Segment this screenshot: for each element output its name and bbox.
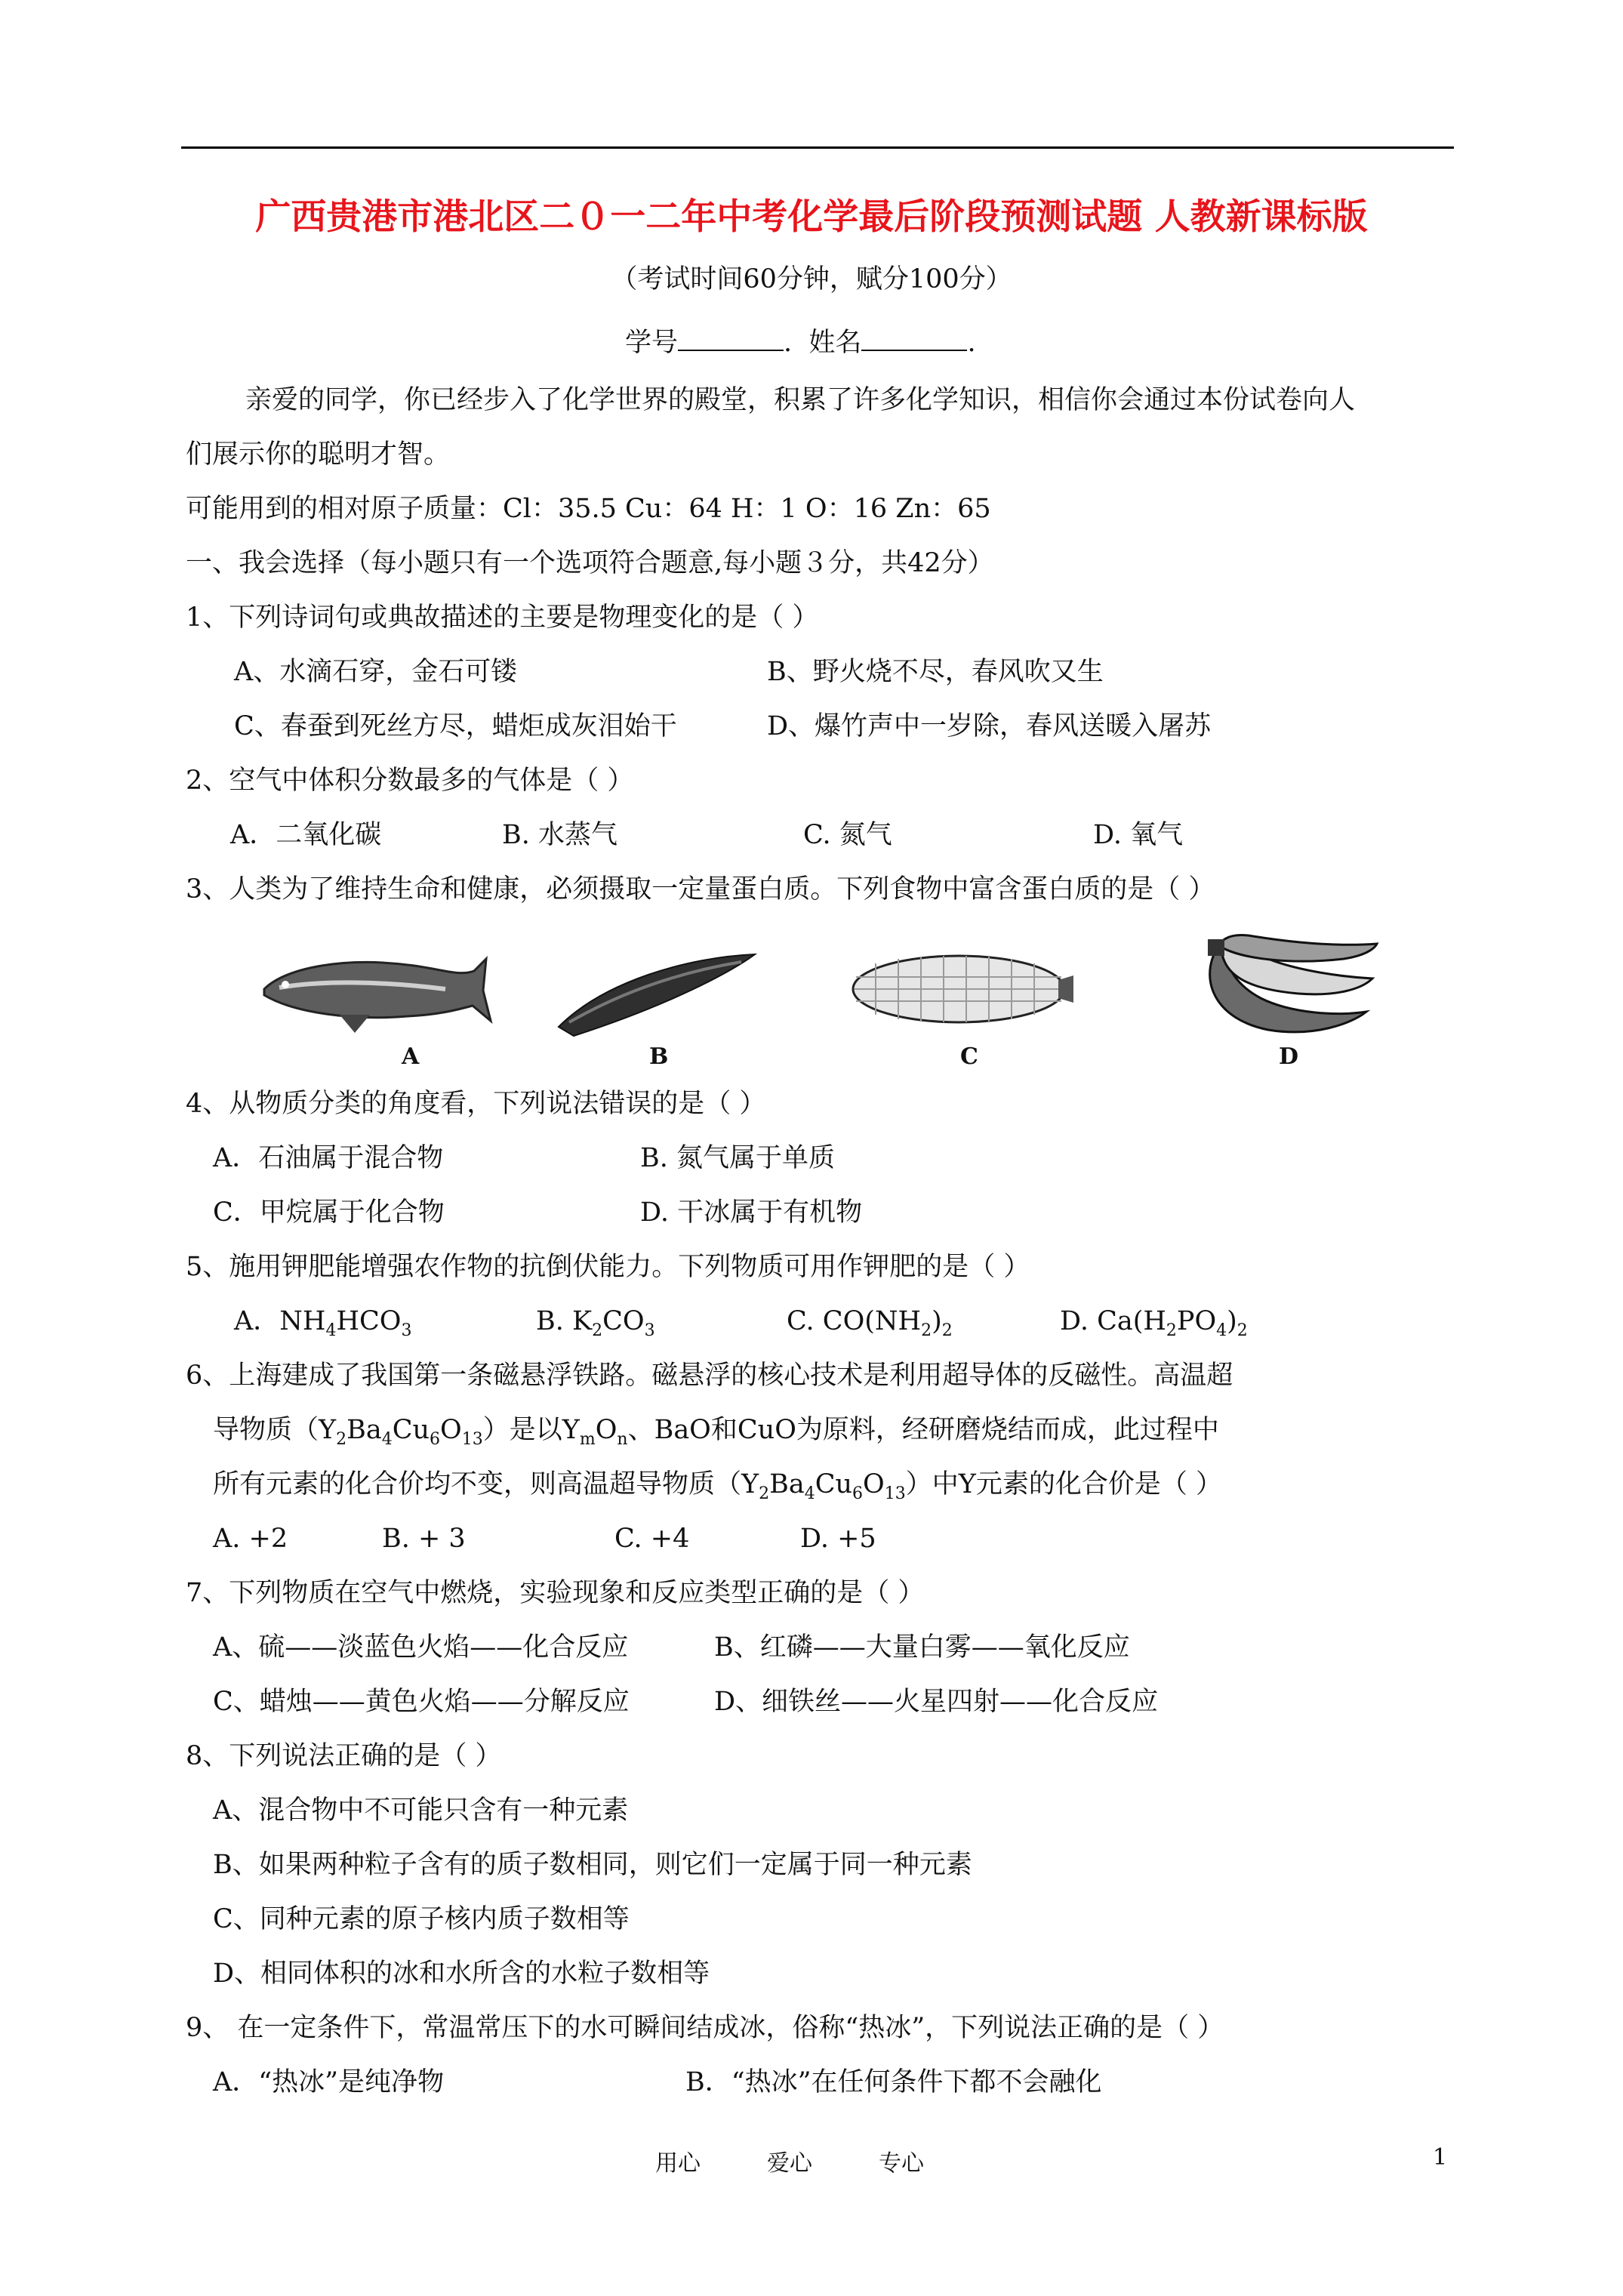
footer-word-3: 专心 [879, 2150, 924, 2177]
q7-option-a: A、硫——淡蓝色火焰——化合反应 [213, 1632, 629, 1663]
q6-line-3: 所有元素的化合价均不变，则高温超导物质$(Y_2Ba_4Cu_6O_{13})$中Y元素的化合价是（ ） [213, 1469, 1222, 1503]
q3-stem: 3、人类为了维持生命和健康，必须摄取一定量蛋白质。下列食物中富含蛋白质的是（ ） [186, 874, 1215, 905]
q4-option-c: C．甲烷属于化合物 [213, 1197, 445, 1228]
fish-image [257, 936, 498, 1042]
q7-option-d: D、细铁丝——火星四射——化合反应 [714, 1687, 1159, 1717]
q4-option-a: A．石油属于混合物 [213, 1143, 444, 1173]
q2-stem: 2、空气中体积分数最多的气体是（ ） [186, 766, 634, 796]
fig-label-d: D [1279, 1043, 1299, 1070]
bean-pod-image [544, 936, 770, 1042]
q1-stem: 1、下列诗词句或典故描述的主要是物理变化的是（ ） [186, 603, 819, 633]
student-id-label: 学号 [625, 328, 679, 358]
q6-option-a: A. +2 [213, 1524, 288, 1554]
q2-option-b: B. 水蒸气 [502, 820, 617, 850]
banana-image [1185, 929, 1381, 1042]
fig-label-c: C [960, 1043, 978, 1070]
footer-word-1: 用心 [655, 2150, 701, 2177]
q2-option-d: D. 氧气 [1093, 820, 1184, 850]
q5-option-d: D. $Ca(H_2PO_4)_2$ [1060, 1306, 1248, 1340]
q1-option-b: B、野火烧不尽，春风吹又生 [767, 657, 1104, 687]
q6-option-d: D. +5 [800, 1524, 876, 1554]
q6-line-2: 导物质$(Y_2Ba_4Cu_6O_{13})$是以$Y_mO_n$、BaO和CuO为原料，经研磨烧结而成，此过程中 [213, 1415, 1219, 1449]
q6-option-c: C. +4 [614, 1524, 690, 1554]
intro-line-1: 亲爱的同学，你已经步入了化学世界的殿堂，积累了许多化学知识，相信你会通过本份试卷向人 [245, 385, 1356, 415]
corn-image [845, 944, 1079, 1034]
page-number: 1 [1433, 2144, 1448, 2171]
q7-option-c: C、蜡烛——黄色火焰——分解反应 [213, 1687, 630, 1717]
q8-option-b: B、如果两种粒子含有的质子数相同，则它们一定属于同一种元素 [213, 1850, 972, 1880]
fig-label-a: A [402, 1043, 420, 1070]
q1-option-c: C、春蚕到死丝方尽，蜡炬成灰泪始干 [234, 711, 677, 741]
student-info-line: 学号 . 姓名 . [625, 328, 976, 358]
intro-line-2: 们展示你的聪明才智。 [186, 439, 451, 470]
exam-info: （考试时间60分钟，赋分100分） [611, 264, 1012, 294]
q2-option-c: C. 氮气 [803, 820, 892, 850]
fig-label-b: B [649, 1043, 669, 1070]
q9-stem: 9、 在一定条件下，常温常压下的水可瞬间结成冰，俗称“热冰”，下列说法正确的是（ ） [186, 2013, 1224, 2043]
q8-option-d: D、相同体积的冰和水所含的水粒子数相等 [213, 1959, 710, 1989]
q7-stem: 7、下列物质在空气中燃烧，实验现象和反应类型正确的是（ ） [186, 1578, 925, 1608]
q7-option-b: B、红磷——大量白雾——氧化反应 [714, 1632, 1130, 1663]
q5-option-b: B. $K_2CO_3$ [536, 1306, 655, 1340]
section-heading: 一、我会选择（每小题只有一个选项符合题意,每小题３分，共42分） [186, 548, 994, 578]
q4-option-d: D. 干冰属于有机物 [640, 1197, 863, 1228]
atomic-masses: 可能用到的相对原子质量：Cl：35.5 Cu：64 H：1 O：16 Zn：65 [186, 494, 991, 524]
q9-option-a: A．“热冰”是纯净物 [213, 2067, 445, 2097]
footer-word-2: 爱心 [767, 2150, 812, 2177]
q4-stem: 4、从物质分类的角度看，下列说法错误的是（ ） [186, 1089, 766, 1119]
q5-stem: 5、施用钾肥能增强农作物的抗倒伏能力。下列物质可用作钾肥的是（ ） [186, 1252, 1030, 1282]
q8-stem: 8、下列说法正确的是（ ） [186, 1741, 502, 1771]
page-title: 广西贵港市港北区二０一二年中考化学最后阶段预测试题 人教新课标版 [255, 196, 1368, 238]
q5-option-a: A．$NH_4HCO_3$ [234, 1306, 412, 1340]
student-id-blank[interactable] [678, 327, 784, 351]
q9-option-b: B．“热冰”在任何条件下都不会融化 [685, 2067, 1102, 2097]
q6-line-1: 6、上海建成了我国第一条磁悬浮铁路。磁悬浮的核心技术是利用超导体的反磁性。高温超 [186, 1361, 1233, 1391]
q8-option-c: C、同种元素的原子核内质子数相等 [213, 1904, 630, 1934]
q5-option-c: C. $CO(NH_2)_2$ [787, 1306, 953, 1340]
q2-option-a: A．二氧化碳 [230, 820, 382, 850]
name-label: 姓名 [808, 328, 862, 358]
q6-option-b: B. + 3 [382, 1524, 466, 1554]
q4-option-b: B. 氮气属于单质 [640, 1143, 835, 1173]
q8-option-a: A、混合物中不可能只含有一种元素 [213, 1795, 629, 1826]
name-blank[interactable] [861, 327, 967, 351]
q1-option-d: D、爆竹声中一岁除，春风送暖入屠苏 [767, 711, 1212, 741]
q1-option-a: A、水滴石穿，金石可镂 [234, 657, 518, 687]
header-rule [181, 146, 1454, 149]
